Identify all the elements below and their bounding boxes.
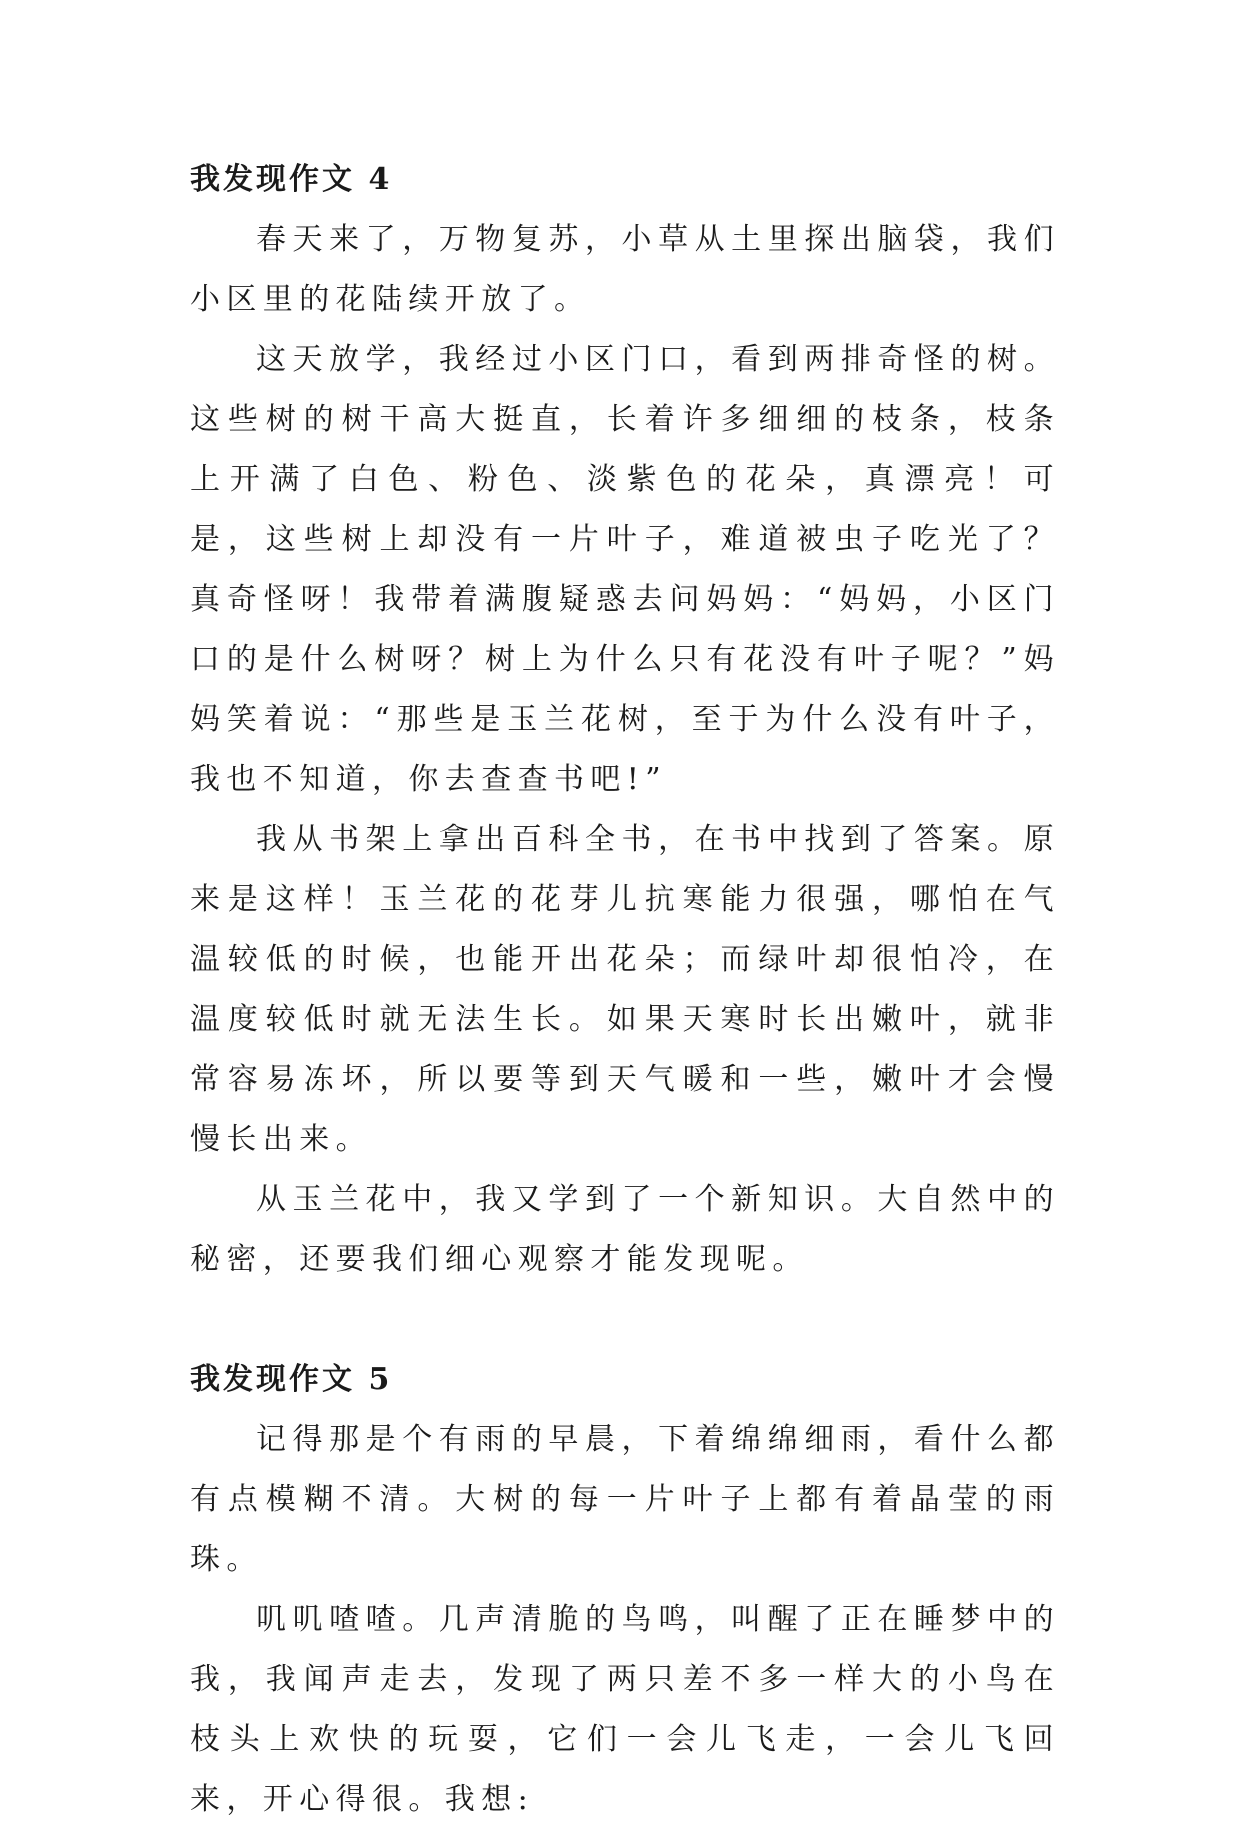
section-gap xyxy=(190,1290,1060,1350)
essay-4-paragraph-2: 这天放学，我经过小区门口，看到两排奇怪的树。这些树的树干高大挺直，长着许多细细的枝条，枝条上开满了白色、粉色、淡紫色的花朵，真漂亮！可是，这些树上却没有一片叶子，难道被虫子吃光了？真奇怪呀！我带着满腹疑惑去问妈妈：“妈妈，小区门口的是什么树呀？树上为什么只有花没有叶子呢？”妈妈笑着说：“那些是玉兰花树，至于为什么没有叶子，我也不知道，你去查查书吧!” xyxy=(190,342,1060,797)
essay-5-paragraph-2: 叽叽喳喳。几声清脆的鸟鸣，叫醒了正在睡梦中的我，我闻声走去，发现了两只差不多一样大的小鸟在枝头上欢快的玩耍，它们一会儿飞走，一会儿飞回来，开心得很。我想: xyxy=(190,1602,1060,1817)
essay-5-title: 我发现作文 5 xyxy=(190,1362,393,1397)
document-page xyxy=(190,150,1060,1830)
essay-4-paragraph-4: 从玉兰花中，我又学到了一个新知识。大自然中的秘密，还要我们细心观察才能发现呢。 xyxy=(190,1182,1060,1277)
essay-5-paragraph-1: 记得那是个有雨的早晨，下着绵绵细雨，看什么都有点模糊不清。大树的每一片叶子上都有着晶莹的雨珠。 xyxy=(190,1422,1060,1577)
essay-4-paragraph-3: 我从书架上拿出百科全书，在书中找到了答案。原来是这样！玉兰花的花芽儿抗寒能力很强，哪怕在气温较低的时候，也能开出花朵；而绿叶却很怕冷，在温度较低时就无法生长。如果天寒时长出嫩叶，就非常容易冻坏，所以要等到天气暖和一些，嫩叶才会慢慢长出来。 xyxy=(190,822,1060,1157)
essay-4-paragraph-1: 春天来了，万物复苏，小草从土里探出脑袋，我们小区里的花陆续开放了。 xyxy=(190,222,1060,317)
essay-4-title: 我发现作文 4 xyxy=(190,162,393,197)
